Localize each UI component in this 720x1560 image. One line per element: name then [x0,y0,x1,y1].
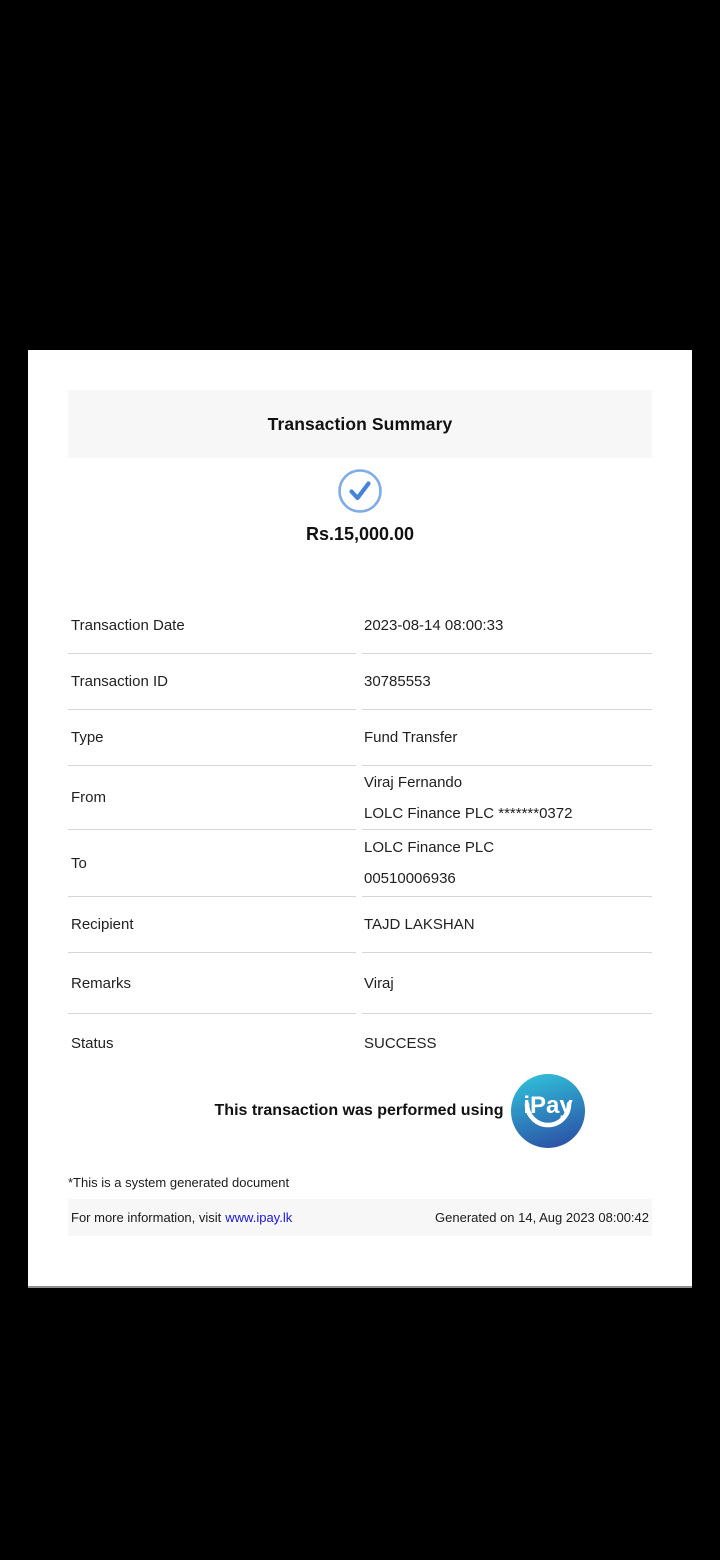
detail-value [362,1014,652,1072]
performed-using-text: This transaction was performed using [214,1102,504,1119]
detail-value [362,953,652,1014]
transaction-amount: Rs.15,000.00 [305,524,415,544]
footer-bar [68,1199,652,1236]
detail-row-transaction-date [68,598,652,654]
detail-label: To [68,830,356,897]
summary-header [68,390,652,458]
detail-label: Transaction Date [68,598,356,654]
detail-value-line1: TAJD LAKSHAN [364,916,475,933]
detail-value-line1: Viraj Fernando [364,773,463,791]
detail-value-line1: Fund Transfer [364,729,458,746]
footer-info-text: For more information, visit [71,1210,222,1225]
detail-value [362,830,652,897]
detail-row-remarks [68,953,652,1014]
page-title: Transaction Summary [267,413,453,434]
footer-generated-text: Generated on 14, Aug 2023 08:00:42 [435,1210,649,1225]
detail-row-status [68,1014,652,1072]
status-value: SUCCESS [364,1034,437,1052]
detail-value-line2: LOLC Finance PLC *******0372 [364,804,573,822]
detail-row-from [68,766,652,830]
footer-info [71,1210,292,1225]
success-check-icon [337,468,383,514]
detail-label: Status [71,1034,114,1052]
detail-label: Type [68,710,356,766]
detail-value-line1: 2023-08-14 08:00:33 [364,617,504,634]
ipay-logo-icon [511,1074,585,1148]
detail-label: Transaction ID [68,654,356,710]
detail-row-to [68,830,652,897]
detail-value-line1: LOLC Finance PLC [364,839,495,856]
detail-label: From [68,766,356,830]
detail-value-line1: 30785553 [364,673,431,690]
check-circle [340,471,381,512]
detail-value [362,598,652,654]
detail-value [362,710,652,766]
details-table [68,598,652,1072]
detail-value [362,654,652,710]
detail-value-line2: 00510006936 [364,870,456,887]
footer-link[interactable]: www.ipay.lk [225,1210,293,1225]
detail-row-type [68,710,652,766]
detail-value-line1: Viraj [364,974,394,992]
system-note: *This is a system generated document [68,1175,290,1190]
detail-row-recipient [68,897,652,953]
detail-label: Remarks [68,953,356,1014]
check-mark [352,484,369,499]
success-check-wrap [68,468,652,514]
ipay-logo-text: iPay [523,1092,574,1119]
detail-value [362,766,652,830]
detail-label: Recipient [68,897,356,953]
document-card [28,350,692,1288]
performed-using-line [108,1074,692,1148]
detail-row-transaction-id [68,654,652,710]
detail-value [362,897,652,953]
